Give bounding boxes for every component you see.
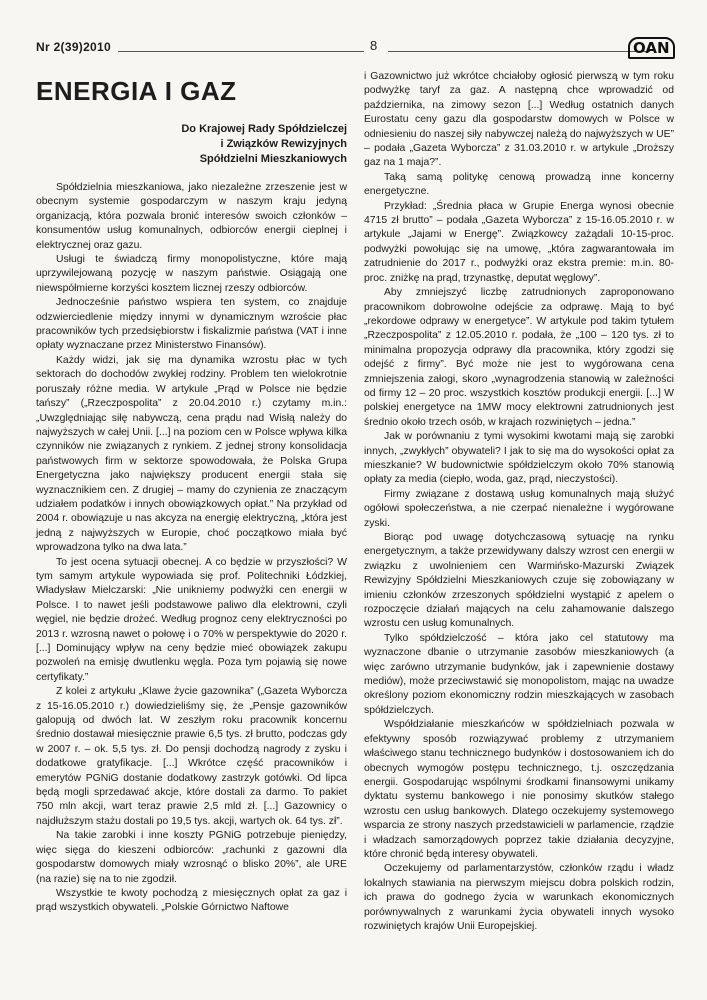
- paragraph: Oczekujemy od parlamentarzystów, członków rządu i władz lokalnych stawiania na pierwszym miejscu dobra polskich rodzin, ich prawa do godnego życia w warunkach ekonomicznych porównywalnych z warunkami życia obywateli innych wysoko rozwiniętych krajów Unii Europejskiej.: [364, 863, 674, 932]
- addressee-block: [36, 122, 347, 167]
- paragraph: Przykład: „Średnia płaca w Grupie Energa wynosi obecnie 4715 zł brutto” – podała „Gazeta Wyborcza” z 15-16.05.2010 r. w artykule „Jajami w Energę”. Związkowcy zażądali 10-15-proc. podwyżki powołując się na umowę, „która zagwarantowała im zatrudnienie do 2017 r., podwyżki oraz ekstra premie: m.in. 80-proc. zniżkę na prąd, trzynastkę, deputat węglowy”.: [364, 200, 674, 284]
- page-header: [36, 38, 672, 62]
- header-rule-right: [388, 51, 650, 52]
- publisher-logo: [628, 38, 672, 58]
- paragraph: Tylko spółdzielczość – która jako cel statutowy ma wyznaczone dbanie o utrzymanie zasobów mieszkaniowych (a więc zarówno utrzymanie budynków, jak i zapewnienie dostawy mediów), może przeciwstawić się monopolistom, mając na uwadze określony poziom ekonomiczny rodzin mieszkających w zasobach spółdzielczych.: [364, 632, 674, 716]
- paragraph: Współdziałanie mieszkańców w spółdzielniach pozwala w efektywny sposób rozwiązywać problemy z utrzymaniem właściwego stanu technicznego budynków i dostosowaniem ich do obecnych wymogów postępu technicznego, t.j. oszczędzania energii. Gospodarując wspólnymi środkami finansowymi unikamy dyktatu systemu bankowego i nie ponosimy skutków stałego wzrostu cen usług bankowych. Dlatego oczekujemy systemowego wsparcia ze strony naszych przedstawicieli w parlamencie, rządzie i władzach samorządowych poprzez takie działania decyzyjne, które chronić będą interesy obywateli.: [364, 719, 674, 860]
- paragraph: To jest ocena sytuacji obecnej. A co będzie w przyszłości? W tym samym artykule wypowiada się prof. Politechniki Łódzkiej, Władysław Mielczarski: „Nie unikniemy podwyżki cen energii w Polsce. I to nawet jeśli podstawowe paliwo dla elektrowni, czyli węgiel, nie będzie drożeć. Według prognoz ceny elektryczności po 2013 r. wzrosną nawet o połowę i o 70% w perspektywie do 2020 r. [...] Dominujący wpływ na ceny będzie mieć obowiązek zakupu pozwoleń na emisję dwutlenku węgla. Poza tym pojawią się nowe certyfikaty.”: [36, 556, 347, 683]
- header-rule-left: [118, 51, 364, 52]
- paragraph: Spółdzielnia mieszkaniowa, jako niezależne zrzeszenie jest w obecnym systemie gospodarczym w naszym kraju jedyną organizacją, która pozwala bronić interesów swoich członków – konsumentów usług komunalnych, odbiorców energii cieplnej i elektrycznej oraz gazu.: [36, 182, 347, 251]
- paragraph: Usługi te świadczą firmy monopolistyczne, które mają uprzywilejowaną pozycję w naszym państwie. Osiągają one niewspółmierne korzyści kosztem licznej rzeszy odbiorców.: [36, 254, 347, 294]
- paragraph: Jednocześnie państwo wspiera ten system, co znajduje odzwierciedlenie między innymi w dynamicznym wzroście płac pracowników tych przedsiębiorstw i fiskalizmie państwa (VAT i inne opłaty wyznaczane przez Ministerstwo Finansów).: [36, 297, 347, 352]
- addressee-line: i Związków Rewizyjnych: [220, 138, 347, 150]
- paragraph: Każdy widzi, jak się ma dynamika wzrostu płac w tych sektorach do dochodów zwykłej rodziny. Problem ten wielokrotnie poruszały różne media. W artykule „Prąd w Polsce nie będzie tańszy” („Rzeczpospolita” z 20.04.2010 r.) czytamy m.in.: „Uwzględniając siłę nabywczą, cena prądu nad Wisłą należy do najwyższych w całej Unii. [...] na poziom cen w Polsce wpływa kilka czynników nie związanych z rynkiem. Z jednej strony konsolidacja państwowych firm w sektorze spowodowała, że Polska Grupa Energetyczna jako największy producent energii stała się wyznacznikiem cen. Z drugiej – mamy do czynienia ze znaczącym udziałem podatków i innych obowiązkowych opłat.” Na przykład od 2004 r. obowiązuje u nas akcyza na energię elektryczną, „która jest jedną z najwyższych w Europie, choć początkowo miała być wprowadzona tylko na dwa lata.”: [36, 354, 347, 554]
- right-column: [364, 70, 674, 934]
- addressee-line: Spółdzielni Mieszkaniowych: [199, 153, 347, 165]
- left-column: [36, 70, 347, 916]
- paragraph: i Gazownictwo już wkrótce chciałoby ogłosić pierwszą w tym roku podwyżkę taryf za gaz. A następną chce wprowadzić od października, na zimowy sezon [...] Według ostatnich danych Eurostatu ceny gazu dla gospodarstw domowych w Polsce w odniesieniu do naszej siły nabywczej należą do najwyższych w UE” – podała „Gazeta Wyborcza” z 31.03.2010 r. w artykule „Droższy gaz na 1 maja?”.: [364, 71, 674, 169]
- paragraph: Aby zmniejszyć liczbę zatrudnionych zaproponowano pracownikom dobrowolne odejście za odprawę. Mają to być „rekordowe odprawy w energetyce”. W artykule pod takim tytułem „Rzeczpospolita” z 12.05.2010 r. podała, że „100 – 120 tys. zł to minimalna propozycja odprawy dla pracownika, który zgodzi się odejść z firmy”. Być może nie jest to wygórowana cena zmniejszenia załogi, skoro „wynagrodzenia stanowią w zależności od firmy 12 – 20 proc. wszystkich kosztów produkcji energii. [...] W polskiej energetyce na 1MW mocy elektrowni zatrudnionych jest średnio około trzech osób, w krajach rozwiniętych – jedna.”: [364, 287, 674, 428]
- paragraph: Z kolei z artykułu „Klawe życie gazownika” („Gazeta Wyborcza z 15-16.05.2010 r.) dowiedzieliśmy się, że „Pensje gazowników galopują od dwóch lat. W zeszłym roku pracownik koncernu średnio dostawał miesięcznie prawie 6,5 tys. zł brutto, podczas gdy w 2007 r. – ok. 5,5 tys. zł. Do pensji dochodzą nagrody z zysku i dodatkowe gratyfikacje. [...] Wkrótce część pracowników i emerytów PGNiG dostanie dodatkowy zastrzyk gotówki. Od lipca będą mogli sprzedawać akcje, które dostali za darmo. To pakiet 750 mln akcji, wart teraz prawie 2,5 mld zł. [...] Gazownicy o najdłuższym stażu dostali po 19,5 tys. akcji, wartych ok. 64 tys. zł”.: [36, 686, 347, 827]
- issue-number: Nr 2(39)2010: [36, 40, 111, 54]
- paragraph: Wszystkie te kwoty pochodzą z miesięcznych opłat za gaz i prąd wszystkich obywateli. „Polskie Górnictwo Naftowe: [36, 887, 347, 914]
- addressee-line: Do Krajowej Rady Spółdzielczej: [181, 123, 347, 135]
- page-number: 8: [370, 38, 378, 53]
- logo-text: OAN: [628, 37, 675, 59]
- paragraph: Taką samą politykę cenową prowadzą inne koncerny energetyczne.: [364, 171, 674, 198]
- article-title: ENERGIA I GAZ: [36, 76, 237, 106]
- paragraph: Biorąc pod uwagę dotychczasową sytuację na rynku energetycznym, a także przewidywany dalszy wzrost cen energii w związku z uwolnieniem cen Warmińsko-Mazurski Związek Rewizyjny Spółdzielni Mieszkaniowych czuje się zobowiązany w imieniu członków zrzeszonych spółdzielni wystąpić z apelem o rozpoczęcie działań mających na celu zahamowanie dalszego wzrostu cen usług komunalnych.: [364, 532, 674, 630]
- paragraph: Jak w porównaniu z tymi wysokimi kwotami mają się zarobki innych, „zwykłych” obywateli? I jak to się ma do wysokości opłat za mieszkanie? W budownictwie spółdzielczym około 70% stanowią opłaty za media (ciepło, woda, gaz, prąd, nieczystości).: [364, 431, 674, 486]
- paragraph: Na takie zarobki i inne koszty PGNiG potrzebuje pieniędzy, więc sięga do kieszeni odbiorców: „rachunki z gazowni dla gospodarstw domowych miały wzrosnąć o blisko 20%”, ale URE (na razie) się na to nie zgodził.: [36, 830, 347, 885]
- paragraph: Firmy związane z dostawą usług komunalnych mają służyć ogółowi społeczeństwa, a nie czerpać nienależne i wygórowane zyski.: [364, 488, 674, 529]
